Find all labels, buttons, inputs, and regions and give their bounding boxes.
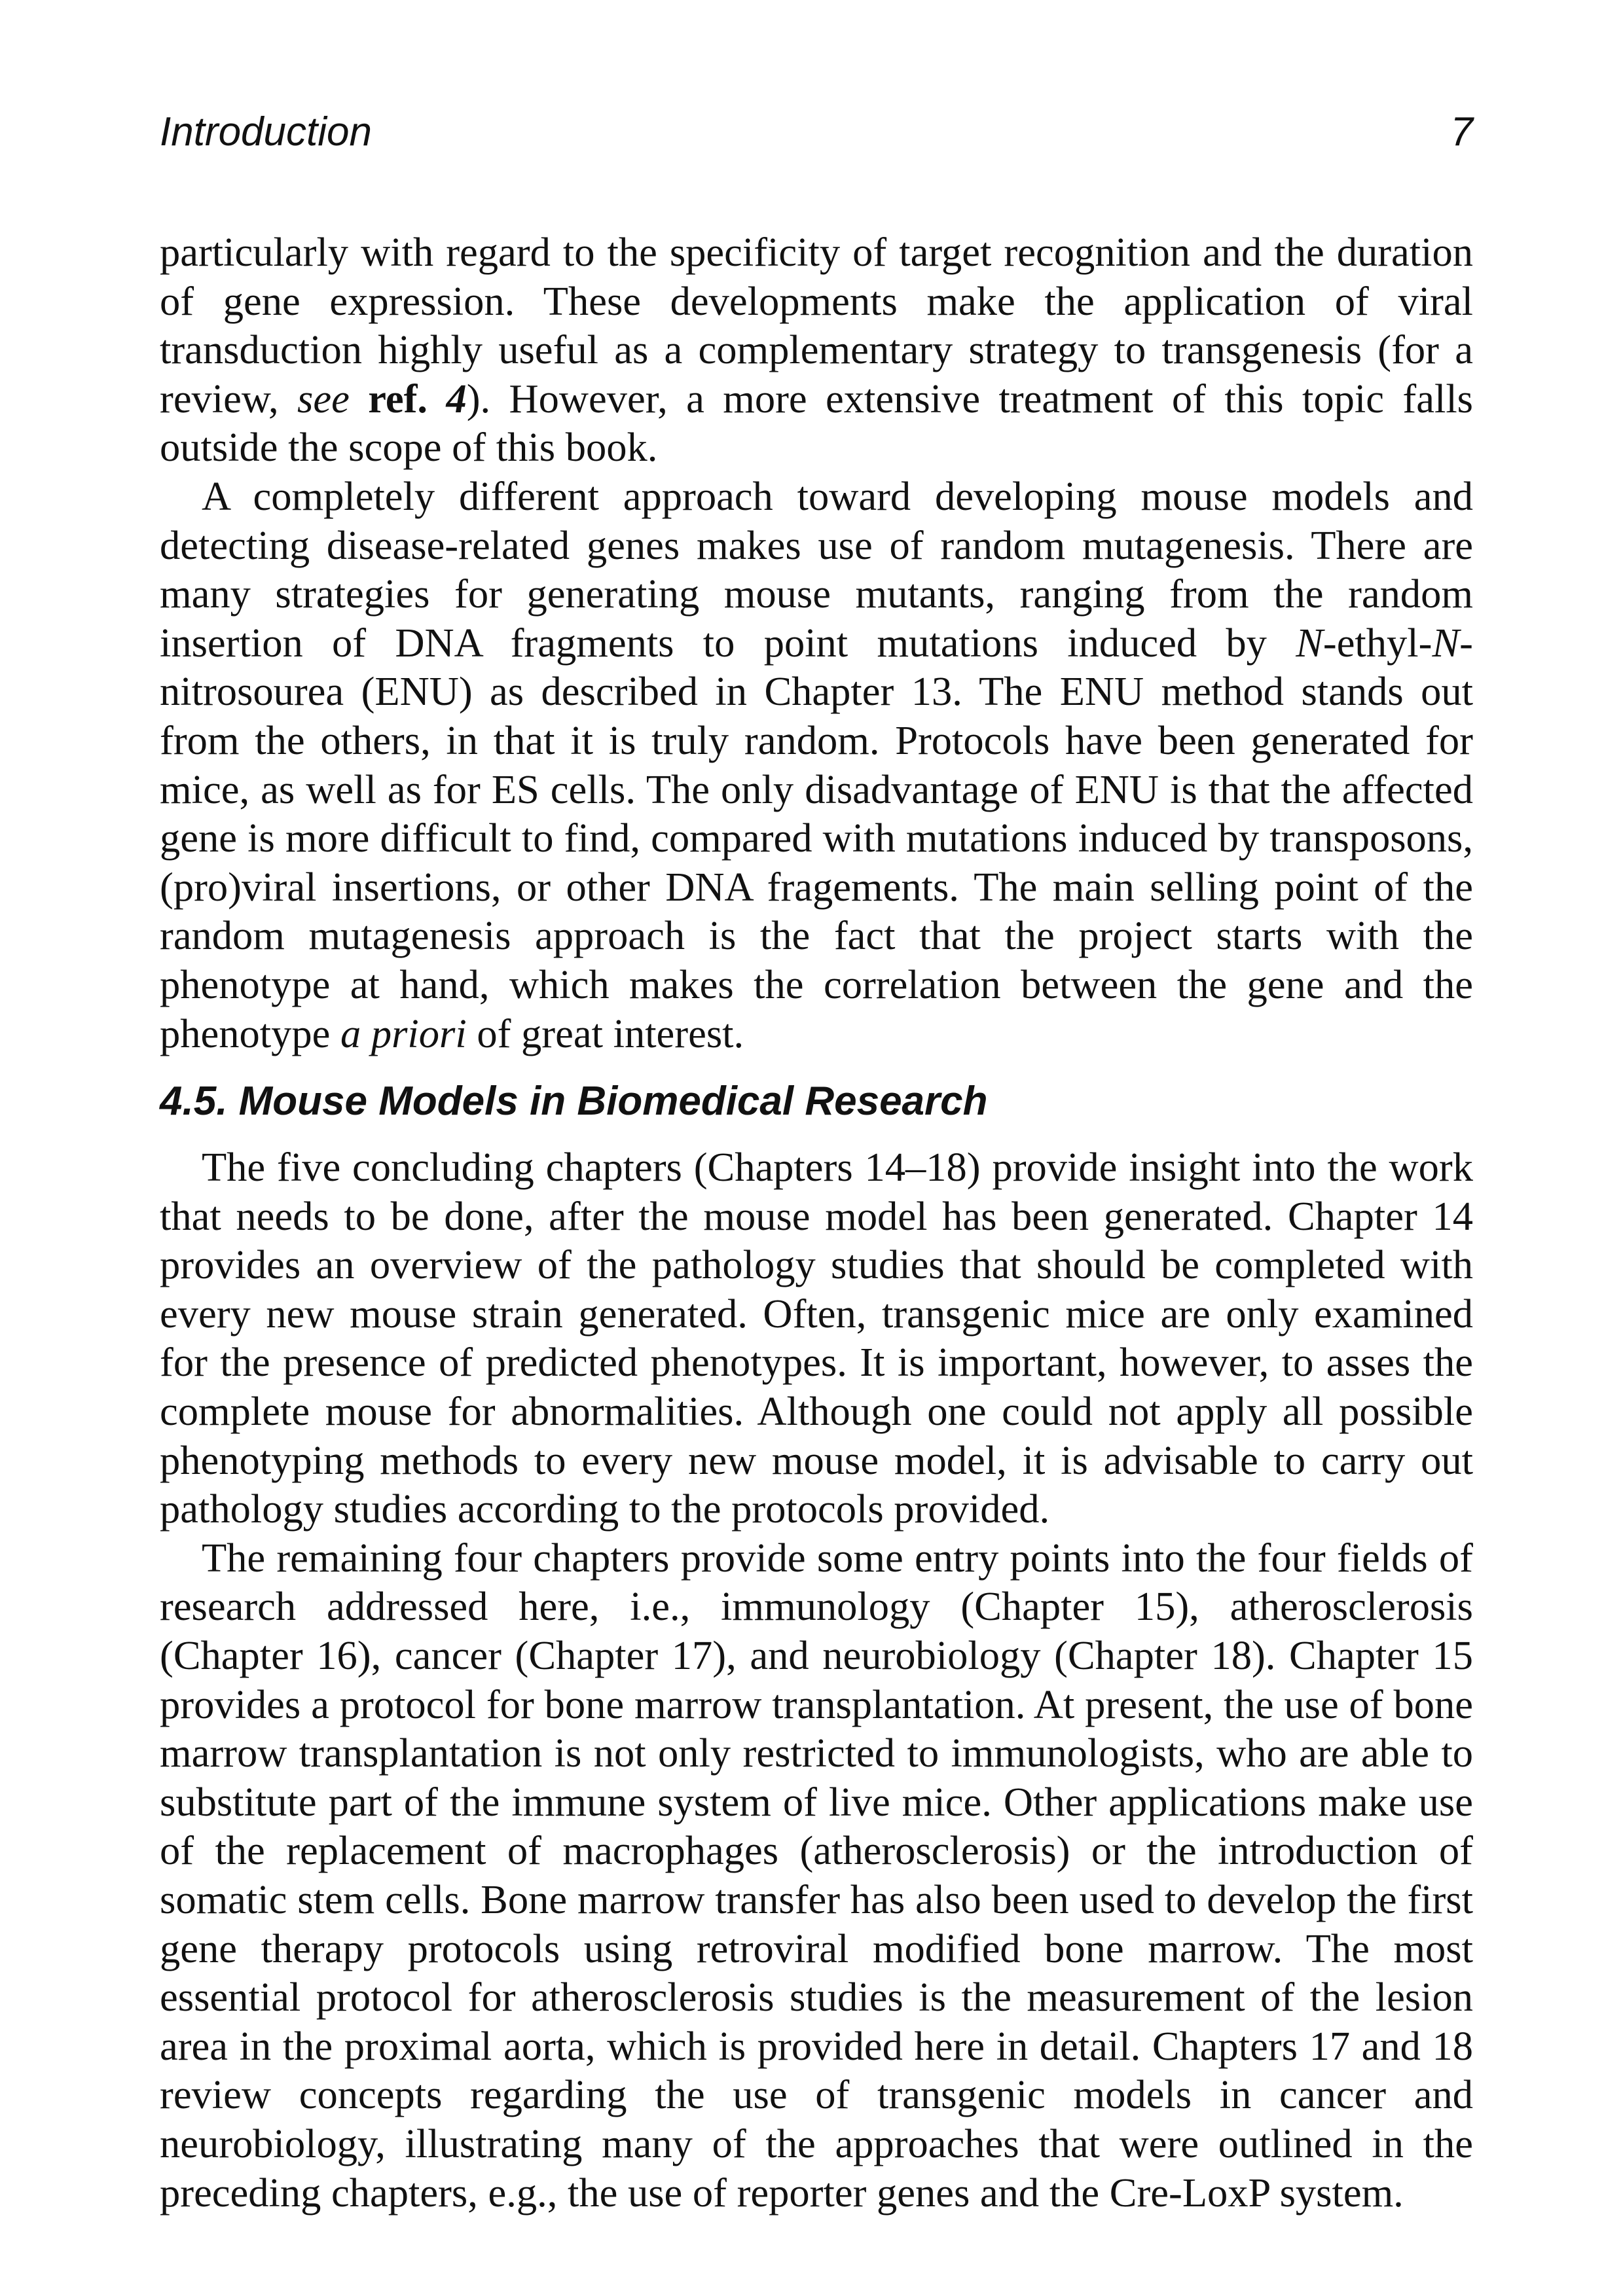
paragraph-pathology: The five concluding chapters (Chapters 14–18) provide insight into the work that needs to be done, after the mouse model has been generated. Chapter 14 provides an overview of the pathology studies that should be completed with every new mouse strain generated. Often, transgenic mice are only examined for the presence of predicted phenotypes. It is important, however, to asses the complete mouse for abnormalities. Although one could not apply all possible phenotyping methods to every new mouse model, it is advisable to carry out pathology studies according to the protocols provided.: [160, 1144, 1473, 1532]
section-heading: 4.5. Mouse Models in Biomedical Research: [160, 1079, 988, 1124]
page-number: 7: [1450, 109, 1473, 154]
reference-label: ref.: [368, 375, 428, 422]
book-page: [160, 105, 1473, 2217]
paragraph-random-mutagenesis: [160, 472, 1473, 1058]
paragraph-text: particularly with regard to the specificity of target recognition and the duration of gene expression. These developments make the application of viral transduction highly useful as a complementary strategy to transgenesis (for a review,: [160, 229, 1473, 422]
paragraph-text: of great interest.: [466, 1010, 744, 1056]
paragraph-text: ). However, a more extensive treatment of this topic falls outside the scope of this book.: [160, 375, 1473, 471]
italic-n: N: [1296, 619, 1323, 666]
paragraph-text: -nitrosourea (ENU) as described in Chapter 13. The ENU method stands out from the others, in that it is truly random. Protocols have been generated for mice, as well as for ES cells. The only disadvantage of ENU is that the affected gene is more difficult to find, compared with mutations induced by transposons, (pro)viral insertions, or other DNA fragements. The main selling point of the random mutagenesis approach is the fact that the project starts with the phenotype at hand, which makes the correlation between the gene and the phenotype: [160, 619, 1473, 1056]
paragraph-text: A completely different approach toward developing mouse models and detecting disease-related genes makes use of random mutagenesis. There are many strategies for generating mouse mutants, ranging from the random insertion of DNA fragments to point mutations induced by: [160, 473, 1473, 666]
paragraph-text: -ethyl-: [1322, 619, 1432, 666]
body-text: [160, 228, 1473, 2217]
italic-a-priori: a priori: [340, 1010, 467, 1056]
see-italic: see: [297, 375, 350, 422]
paragraph-continued: [160, 228, 1473, 472]
reference-citation: [368, 376, 466, 422]
reference-number: 4: [446, 375, 467, 422]
italic-n: N: [1432, 619, 1460, 666]
paragraph-research-fields: The remaining four chapters provide some entry points into the four fields of research addressed here, i.e., immunology (Chapter 15), atherosclerosis (Chapter 16), cancer (Chapter 17), and neurobiology (Chapter 18). Chapter 15 provides a protocol for bone marrow transplantation. At present, the use of bone marrow transplantation is not only restricted to immunologists, who are able to substitute part of the immune system of live mice. Other applications make use of the replacement of macrophages (atherosclerosis) or the introduction of somatic stem cells. Bone marrow transfer has also been used to develop the first gene therapy protocols using retroviral modified bone marrow. The most essential protocol for atherosclerosis studies is the measurement of the lesion area in the proximal aorta, which is provided here in detail. Chapters 17 and 18 review concepts regarding the use of transgenic models in cancer and neurobiology, illustrating many of the approaches that were outlined in the preceding chapters, e.g., the use of reporter genes and the Cre-LoxP system.: [160, 1534, 1473, 2215]
chapter-title: Introduction: [160, 109, 372, 154]
running-head: [160, 105, 1473, 160]
